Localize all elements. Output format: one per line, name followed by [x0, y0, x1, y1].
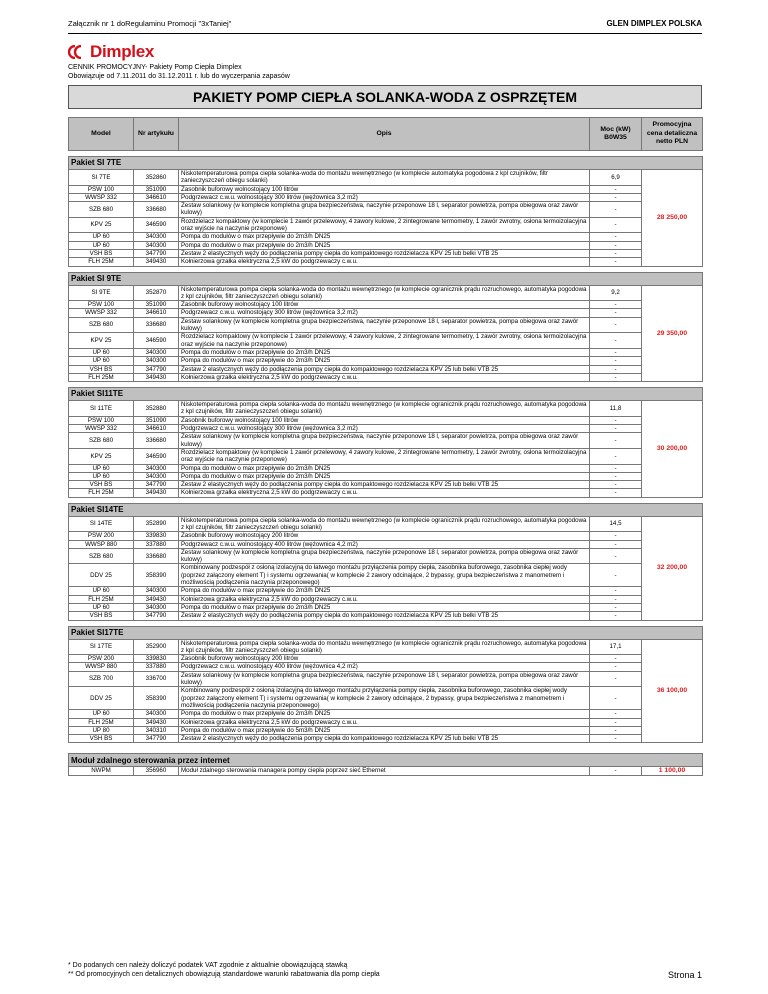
- table-row: [69, 285, 703, 301]
- cell-article: 352900: [134, 639, 179, 655]
- cell-description: Zasobnik buforowy wolnostojący 100 litrów: [179, 416, 590, 424]
- cell-power: -: [590, 655, 642, 663]
- col-model: Model: [69, 118, 134, 151]
- page-number: Strona 1: [667, 970, 702, 980]
- cell-power: -: [590, 564, 642, 587]
- table-row: [69, 603, 703, 611]
- table-row: [69, 185, 703, 193]
- cell-description: Kołnierzowa grzałka elektryczna 2,5 kW do podgrzewaczy c.w.u.: [179, 373, 590, 381]
- cell-description: Zasobnik buforowy wolnostojący 100 litrów: [179, 185, 590, 193]
- package-price: 36 100,00: [642, 639, 703, 743]
- table-row: [69, 548, 703, 564]
- cell-article: 352860: [134, 170, 179, 186]
- cell-article: 340300: [134, 587, 179, 595]
- cell-article: 349430: [134, 489, 179, 497]
- cell-article: 349430: [134, 718, 179, 726]
- table-row: [69, 767, 703, 775]
- cell-model: DDV 25: [69, 687, 134, 710]
- cell-article: 336700: [134, 671, 179, 687]
- cell-article: 352870: [134, 285, 179, 301]
- table-row: [69, 587, 703, 595]
- cell-model: PSW 100: [69, 416, 134, 424]
- cell-description: Pompa do modułów o max przepływie do 5m3/h DN25: [179, 726, 590, 734]
- cell-power: 9,2: [590, 285, 642, 301]
- package-price: 28 250,00: [642, 170, 703, 267]
- cell-description: Podgrzewacz c.w.u. wolnostojący 300 litrów (wężownica 3,2 m2): [179, 309, 590, 317]
- package-price: 29 350,00: [642, 285, 703, 382]
- cell-article: 340300: [134, 348, 179, 356]
- cell-model: SI 11TE: [69, 401, 134, 417]
- cell-article: 340300: [134, 357, 179, 365]
- table-row: [69, 365, 703, 373]
- discount-note: ** Od promocyjnych cen detalicznych obowiązują standardowe warunki rabatowania dla pomp ciepła: [68, 971, 380, 978]
- table-row: [69, 735, 703, 743]
- table-row: [69, 301, 703, 309]
- cell-power: -: [590, 481, 642, 489]
- cell-article: 340300: [134, 603, 179, 611]
- section-title: Pakiet SI11TE: [69, 388, 703, 401]
- table-row: [69, 416, 703, 424]
- cell-model: KPV 25: [69, 217, 134, 233]
- table-row: [69, 655, 703, 663]
- cell-model: NWPM: [69, 767, 134, 775]
- cell-model: KPV 25: [69, 333, 134, 349]
- cell-article: 340300: [134, 241, 179, 249]
- cell-description: Kołnierzowa grzałka elektryczna 2,5 kW do podgrzewaczy c.w.u.: [179, 595, 590, 603]
- cell-model: SZB 680: [69, 433, 134, 449]
- cell-description: Niskotemperaturowa pompa ciepła solanka-woda do montażu wewnętrznego (w komplecie automatyka pogodowa z kpl czujników, filtr zanieczyszczeń obiegu solanki): [179, 170, 590, 186]
- cell-model: FLH 25M: [69, 718, 134, 726]
- cell-model: SI 7TE: [69, 170, 134, 186]
- table-row: [69, 464, 703, 472]
- cell-model: FLH 25M: [69, 258, 134, 266]
- cell-article: 351090: [134, 416, 179, 424]
- cell-power: -: [590, 317, 642, 333]
- cell-description: Zestaw 2 elastycznych węży do podłączenia pompy ciepła do kompaktowego rozdzielacza KPV 25 lub belki VTB 25: [179, 365, 590, 373]
- cell-description: Pompa do modułów o max przepływie do 2m3/h DN25: [179, 348, 590, 356]
- cell-power: -: [590, 301, 642, 309]
- cell-model: SZB 680: [69, 202, 134, 218]
- cell-model: UP 60: [69, 233, 134, 241]
- cell-model: WWSP 880: [69, 663, 134, 671]
- table-row: [69, 472, 703, 480]
- pricelist-title: CENNIK PROMOCYJNY- Pakiety Pomp Ciepła Dimplex: [68, 64, 242, 71]
- section-header-row: [69, 503, 703, 516]
- cell-description: Podgrzewacz c.w.u. wolnostojący 300 litrów (wężownica 3,2 m2): [179, 425, 590, 433]
- table-row: [69, 489, 703, 497]
- cell-power: -: [590, 258, 642, 266]
- header-divider: [68, 33, 702, 34]
- cell-power: -: [590, 735, 642, 743]
- cell-article: 346590: [134, 333, 179, 349]
- col-description: Opis: [179, 118, 590, 151]
- vat-note: * Do podanych cen należy doliczyć podatek VAT zgodnie z aktualnie obowiązującą stawką: [68, 962, 348, 969]
- section-header-row: [69, 626, 703, 639]
- cell-power: 17,1: [590, 639, 642, 655]
- table-row: [69, 532, 703, 540]
- cell-model: VSH BS: [69, 612, 134, 620]
- cell-model: SZB 700: [69, 671, 134, 687]
- cell-article: 347790: [134, 735, 179, 743]
- cell-article: 356960: [134, 767, 179, 775]
- cell-description: Rozdzielacz kompaktowy (w komplecie 1 zawór przelewowy, 4 zawory kulowe, 2 zintegrowane termometry, 1 zawór zwrotny, osłona termoizolacyjna oraz wyjście na naczynie przeponowe): [179, 333, 590, 349]
- cell-article: 340300: [134, 472, 179, 480]
- cell-article: 352880: [134, 401, 179, 417]
- module-price: 1 100,00: [642, 767, 703, 775]
- table-row: [69, 258, 703, 266]
- cell-description: Pompa do modułów o max przepływie do 2m3/h DN25: [179, 710, 590, 718]
- cell-power: -: [590, 357, 642, 365]
- table-row: [69, 373, 703, 381]
- attachment-note: Załącznik nr 1 doRegulaminu Promocji "3xTaniej": [68, 19, 232, 28]
- page-title: PAKIETY POMP CIEPŁA SOLANKA-WODA Z OSPRZĘTEM: [68, 85, 702, 109]
- cell-power: -: [590, 587, 642, 595]
- cell-description: Niskotemperaturowa pompa ciepła solanka-woda do montażu wewnętrznego (w komplecie ogranicznik prądu rozruchowego, automatyka pogodowa z kpl czujników, filtr zanieczyszczeń obiegu solanki): [179, 639, 590, 655]
- cell-description: Pompa do modułów o max przepływie do 2m3/h DN25: [179, 357, 590, 365]
- table-header-row: [69, 118, 703, 151]
- cell-description: Rozdzielacz kompaktowy (w komplecie 1 zawór przelewowy, 4 zawory kulowe, 2 zintegrowane termometry, 1 zawór zwrotny, osłona termoizolacyjna oraz wyjście na naczynie przeponowe): [179, 448, 590, 464]
- cell-model: UP 60: [69, 710, 134, 718]
- col-article: Nr artykułu: [134, 118, 179, 151]
- cell-model: UP 60: [69, 464, 134, 472]
- cell-model: SZB 680: [69, 548, 134, 564]
- cell-power: -: [590, 185, 642, 193]
- cell-article: 340300: [134, 233, 179, 241]
- cell-description: Zestaw solankowy (w komplecie kompletna grupa bezpieczeństwa, naczynie przeponowe 18 l, separator powietrza, pompa obiegowa oraz zawór kulowy): [179, 317, 590, 333]
- cell-description: Zestaw 2 elastycznych węży do podłączenia pompy ciepła do kompaktowego rozdzielacza KPV 25 lub belki VTB 25: [179, 481, 590, 489]
- cell-model: SI 17TE: [69, 639, 134, 655]
- cell-description: Zestaw 2 elastycznych węży do podłączenia pompy ciepła do kompaktowego rozdzielacza KPV 25 lub belki VTB 25: [179, 612, 590, 620]
- section-header-row: [69, 754, 703, 767]
- cell-power: -: [590, 603, 642, 611]
- cell-power: 14,5: [590, 516, 642, 532]
- table-row: [69, 564, 703, 587]
- cell-description: Zestaw solankowy (w komplecie kompletna grupa bezpieczeństwa, naczynie przeponowe 18 l, separator powietrza, pompa obiegowa oraz zawór kulowy): [179, 433, 590, 449]
- table-row: [69, 217, 703, 233]
- cell-article: 351090: [134, 301, 179, 309]
- section-header-row: [69, 388, 703, 401]
- cell-power: -: [590, 718, 642, 726]
- cell-power: -: [590, 663, 642, 671]
- cell-article: 346590: [134, 448, 179, 464]
- cell-description: Niskotemperaturowa pompa ciepła solanka-woda do montażu wewnętrznego (w komplecie ogranicznik prądu rozruchowego, automatyka pogodowa z kpl czujników, filtr zanieczyszczeń obiegu solanki): [179, 401, 590, 417]
- cell-article: 347790: [134, 612, 179, 620]
- cell-power: -: [590, 595, 642, 603]
- cell-description: Kombinowany podzespół z osłoną izolacyjną do łatwego montażu przyłączenia pompy ciepła, zasobnika buforowego, zasobnika ciepłej wody (poprzez załączony element T) i systemu ogrzewania( w komplecie 2 zawory odcinające, 2 bypassy, grupa bezpieczeństwa z manometrem i możliwością podłączenia naczynia przeponowego): [179, 687, 590, 710]
- table-row: [69, 595, 703, 603]
- cell-power: -: [590, 671, 642, 687]
- cell-model: VSH BS: [69, 365, 134, 373]
- cell-power: -: [590, 193, 642, 201]
- cell-article: 336680: [134, 317, 179, 333]
- col-power: Moc (kW) B0W35: [590, 118, 642, 151]
- cell-model: VSH BS: [69, 735, 134, 743]
- table-row: [69, 170, 703, 186]
- cell-power: -: [590, 448, 642, 464]
- cell-description: Zestaw solankowy (w komplecie kompletna grupa bezpieczeństwa, naczynie przeponowe 18 l, separator powietrza, pompa obiegowa oraz zawór kulowy): [179, 202, 590, 218]
- dimplex-logo-icon: [68, 45, 88, 59]
- cell-article: 349430: [134, 258, 179, 266]
- cell-article: 339830: [134, 532, 179, 540]
- cell-power: -: [590, 425, 642, 433]
- section-title: Pakiet SI 7TE: [69, 157, 703, 170]
- cell-description: Kombinowany podzespół z osłoną izolacyjną do łatwego montażu przyłączenia pompy ciepła, zasobnika buforowego, zasobnika ciepłej wody (poprzez załączony element T) i systemu ogrzewania( w komplecie 2 zawory odcinające, 2 bypassy, grupa bezpieczeństwa z manometrem i możliwością podłączenia naczynia przeponowego): [179, 564, 590, 587]
- table-row: [69, 425, 703, 433]
- cell-article: 337880: [134, 663, 179, 671]
- cell-model: VSH BS: [69, 249, 134, 257]
- cell-model: PSW 200: [69, 532, 134, 540]
- package-price: 30 200,00: [642, 401, 703, 498]
- cell-article: 336680: [134, 433, 179, 449]
- cell-article: 358390: [134, 564, 179, 587]
- dimplex-logo: [68, 42, 154, 62]
- cell-description: Podgrzewacz c.w.u. wolnostojący 300 litrów (wężownica 3,2 m2): [179, 193, 590, 201]
- cell-power: -: [590, 217, 642, 233]
- table-row: [69, 317, 703, 333]
- table-row: [69, 516, 703, 532]
- cell-description: Zasobnik buforowy wolnostojący 200 litrów: [179, 655, 590, 663]
- section-header-row: [69, 272, 703, 285]
- table-row: [69, 401, 703, 417]
- table-row: [69, 540, 703, 548]
- validity-note: Obowiązuje od 7.11.2011 do 31.12.2011 r. lub do wyczerpania zapasów: [68, 73, 290, 80]
- cell-model: PSW 200: [69, 655, 134, 663]
- cell-description: Zestaw 2 elastycznych węży do podłączenia pompy ciepła do kompaktowego rozdzielacza KPV 25 lub belki VTB 25: [179, 249, 590, 257]
- table-row: [69, 481, 703, 489]
- cell-power: -: [590, 365, 642, 373]
- cell-model: SI 9TE: [69, 285, 134, 301]
- table-row: [69, 687, 703, 710]
- table-row: [69, 671, 703, 687]
- cell-description: Pompa do modułów o max przepływie do 2m3/h DN25: [179, 472, 590, 480]
- cell-article: 347790: [134, 249, 179, 257]
- cell-article: 349430: [134, 373, 179, 381]
- cell-article: 340300: [134, 710, 179, 718]
- cell-model: WWSP 880: [69, 540, 134, 548]
- cell-description: Pompa do modułów o max przepływie do 2m3/h DN25: [179, 233, 590, 241]
- cell-model: FLH 25M: [69, 373, 134, 381]
- cell-description: Zestaw solankowy (w komplecie kompletna grupa bezpieczeństwa, naczynie przeponowe 18 l, separator powietrza, pompa obiegowa oraz zawór kulowy): [179, 548, 590, 564]
- cell-power: -: [590, 249, 642, 257]
- cell-description: Zasobnik buforowy wolnostojący 200 litrów: [179, 532, 590, 540]
- cell-article: 340300: [134, 464, 179, 472]
- cell-description: Podgrzewacz c.w.u. wolnostojący 400 litrów (wężownica 4,2 m2): [179, 540, 590, 548]
- table-row: [69, 348, 703, 356]
- cell-model: FLH 25M: [69, 595, 134, 603]
- cell-power: 11,8: [590, 401, 642, 417]
- cell-model: UP 60: [69, 587, 134, 595]
- cell-model: VSH BS: [69, 481, 134, 489]
- table-row: [69, 193, 703, 201]
- table-row: [69, 448, 703, 464]
- cell-description: Pompa do modułów o max przepływie do 2m3/h DN25: [179, 587, 590, 595]
- cell-description: Moduł zdalnego sterowania managera pompy ciepła poprzez sieć Ethernet: [179, 767, 590, 775]
- cell-description: Kołnierzowa grzałka elektryczna 2,5 kW do podgrzewaczy c.w.u.: [179, 489, 590, 497]
- cell-model: UP 60: [69, 348, 134, 356]
- cell-power: -: [590, 548, 642, 564]
- cell-power: -: [590, 348, 642, 356]
- table-row: [69, 663, 703, 671]
- cell-power: -: [590, 612, 642, 620]
- cell-description: Niskotemperaturowa pompa ciepła solanka-woda do montażu wewnętrznego (w komplecie ogranicznik prądu rozruchowego, automatyka pogodowa z kpl czujników, filtr zanieczyszczeń obiegu solanki): [179, 285, 590, 301]
- section-title: Pakiet SI14TE: [69, 503, 703, 516]
- cell-description: Zestaw 2 elastycznych węży do podłączenia pompy ciepła do kompaktowego rozdzielacza KPV 25 lub belki VTB 25: [179, 735, 590, 743]
- cell-model: UP 60: [69, 603, 134, 611]
- cell-description: Niskotemperaturowa pompa ciepła solanka-woda do montażu wewnętrznego (w komplecie ogranicznik prądu rozruchowego, automatyka pogodowa z kpl czujników, filtr zanieczyszczeń obiegu solanki): [179, 516, 590, 532]
- cell-model: SI 14TE: [69, 516, 134, 532]
- cell-article: 346590: [134, 217, 179, 233]
- cell-model: UP 60: [69, 472, 134, 480]
- cell-article: 351090: [134, 185, 179, 193]
- section-header-row: [69, 157, 703, 170]
- cell-model: UP 60: [69, 357, 134, 365]
- cell-power: -: [590, 472, 642, 480]
- cell-power: -: [590, 532, 642, 540]
- table-row: [69, 249, 703, 257]
- cell-description: Pompa do modułów o max przepływie do 2m3/h DN25: [179, 603, 590, 611]
- table-row: [69, 357, 703, 365]
- cell-article: 339830: [134, 655, 179, 663]
- cell-model: WWSP 332: [69, 425, 134, 433]
- cell-power: -: [590, 433, 642, 449]
- cell-article: 340310: [134, 726, 179, 734]
- table-row: [69, 612, 703, 620]
- table-row: [69, 233, 703, 241]
- logo-text: Dimplex: [90, 42, 155, 61]
- table-row: [69, 726, 703, 734]
- cell-power: -: [590, 373, 642, 381]
- cell-model: KPV 25: [69, 448, 134, 464]
- cell-article: 346610: [134, 425, 179, 433]
- cell-power: -: [590, 767, 642, 775]
- cell-description: Pompa do modułów o max przepływie do 2m3/h DN25: [179, 464, 590, 472]
- cell-model: PSW 100: [69, 185, 134, 193]
- cell-power: 6,9: [590, 170, 642, 186]
- table-row: [69, 202, 703, 218]
- cell-model: UP 60: [69, 241, 134, 249]
- cell-description: Zasobnik buforowy wolnostojący 100 litrów: [179, 301, 590, 309]
- cell-model: WWSP 332: [69, 193, 134, 201]
- table-row: [69, 710, 703, 718]
- cell-description: Zestaw solankowy (w komplecie kompletna grupa bezpieczeństwa, naczynie przeponowe 18 l, separator powietrza, pompa obiegowa oraz zawór kulowy): [179, 671, 590, 687]
- cell-power: -: [590, 333, 642, 349]
- cell-power: -: [590, 489, 642, 497]
- cell-model: PSW 100: [69, 301, 134, 309]
- cell-power: -: [590, 233, 642, 241]
- cell-article: 346610: [134, 309, 179, 317]
- cell-power: -: [590, 464, 642, 472]
- cell-article: 337880: [134, 540, 179, 548]
- cell-power: -: [590, 202, 642, 218]
- table-row: [69, 718, 703, 726]
- package-price: 32 200,00: [642, 516, 703, 620]
- cell-power: -: [590, 241, 642, 249]
- cell-power: -: [590, 710, 642, 718]
- cell-model: SZB 680: [69, 317, 134, 333]
- cell-power: -: [590, 540, 642, 548]
- cell-power: -: [590, 726, 642, 734]
- cell-description: Kołnierzowa grzałka elektryczna 2,5 kW do podgrzewaczy c.w.u.: [179, 258, 590, 266]
- company-name: GLEN DIMPLEX POLSKA: [606, 19, 702, 28]
- cell-power: -: [590, 416, 642, 424]
- price-table: [68, 117, 703, 776]
- cell-model: DDV 25: [69, 564, 134, 587]
- cell-power: -: [590, 687, 642, 710]
- cell-description: Podgrzewacz c.w.u. wolnostojący 400 litrów (wężownica 4,2 m2): [179, 663, 590, 671]
- cell-model: FLH 25M: [69, 489, 134, 497]
- cell-article: 349430: [134, 595, 179, 603]
- table-row: [69, 309, 703, 317]
- table-body: [69, 151, 703, 776]
- cell-article: 336680: [134, 548, 179, 564]
- cell-article: 347790: [134, 365, 179, 373]
- table-row: [69, 241, 703, 249]
- cell-power: -: [590, 309, 642, 317]
- table-row: [69, 639, 703, 655]
- section-title: Pakiet SI17TE: [69, 626, 703, 639]
- cell-article: 347790: [134, 481, 179, 489]
- section-title: Pakiet SI 9TE: [69, 272, 703, 285]
- cell-description: Pompa do modułów o max przepływie do 2m3/h DN25: [179, 241, 590, 249]
- cell-article: 358390: [134, 687, 179, 710]
- col-price: Promocyjna cena detaliczna netto PLN: [642, 118, 703, 151]
- module-section-title: Moduł zdalnego sterowania przez internet: [69, 754, 703, 767]
- cell-description: Kołnierzowa grzałka elektryczna 2,5 kW do podgrzewaczy c.w.u.: [179, 718, 590, 726]
- table-row: [69, 433, 703, 449]
- cell-article: 336680: [134, 202, 179, 218]
- cell-model: WWSP 332: [69, 309, 134, 317]
- cell-article: 352890: [134, 516, 179, 532]
- cell-model: UP 80: [69, 726, 134, 734]
- table-row: [69, 333, 703, 349]
- cell-article: 346610: [134, 193, 179, 201]
- cell-description: Rozdzielacz kompaktowy (w komplecie 1 zawór przelewowy, 4 zawory kulowe, 2 zintegrowane termometry, 1 zawór zwrotny, osłona termoizolacyjna oraz wyjście na naczynie przeponowe): [179, 217, 590, 233]
